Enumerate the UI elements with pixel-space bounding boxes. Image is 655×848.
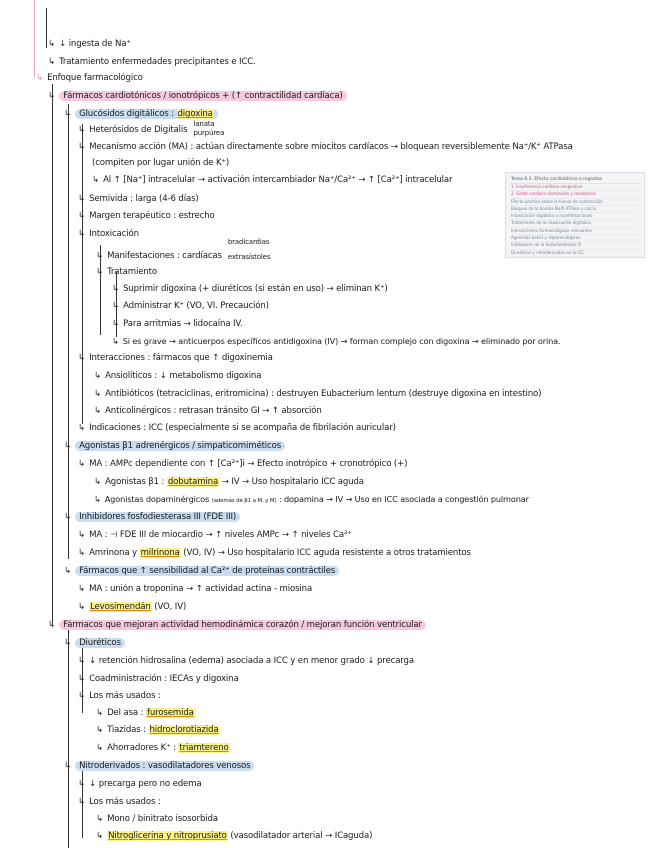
note-line: ↳ Intoxicación [78,229,139,239]
section-heading: ↳ Enfoque farmacológico [36,73,143,83]
list-item: ↳ Agonistas β1 : dobutamina → IV → Uso hospitalario ICC aguda [94,477,364,487]
note-line: ↳ Amrinona y milrinona (VO, IV) → Uso hospitalario ICC aguda resistente a otros tratamientos [78,548,471,558]
note-line: ↳ ↓ ingesta de Na⁺ [48,39,131,49]
tree-spine-root [46,8,47,48]
list-item: ↳ Administrar K⁺ (VO, VI. Precaución) [112,301,269,311]
subtopic-agonistas: ↳ Agonistas β1 adrenérgicos / simpaticomiméticos [64,440,285,452]
list-item: ↳ Los más usados : [78,797,161,807]
list-item: ↳ Los más usados : [78,691,161,701]
list-item: ↳ Coadministración : IECAs y digoxina [78,674,239,684]
note-line: ↳ Indicaciones : ICC (especialmente si se acompaña de fibrilación auricular) [78,423,396,433]
note-line: ↳ Mecanismo acción (MA) : actúan directamente sobre miocitos cardíacos → bloquean reversiblemente Na⁺/K⁺ ATPasa [78,142,573,152]
list-item: ↳ ↓ precarga pero no edema [78,779,202,789]
thumbnail-row: Efecto positivo sobre la fuerza de contracción [511,199,639,206]
thumbnail-row: 2. Gasto cardíaco disminuido y resistencia [511,191,639,198]
topic-heading-cardiotonicos: ↳ Fármacos cardiotónicos / ionotrópicos + (↑ contractilidad cardíaca) [48,90,347,102]
list-item: ↳ Nitroglicerina y nitroprusiato (vasodilatador arterial → ICaguda) [96,831,373,841]
note-line: ↳ MA : AMPc dependiente con ↑ [Ca²⁺]i → Efecto inotrópico + cronotrópico (+) [78,459,408,469]
subtopic-diureticos: ↳ Diuréticos [64,637,125,649]
note-line: ↳ Al ↑ [Na⁺] intracelular → activación intercambiador Na⁺/Ca²⁺ → ↑ [Ca²⁺] intracelular [92,175,453,185]
subtopic-sensibilidad: ↳ Fármacos que ↑ sensibilidad al Ca²⁺ de proteínas contráctiles [64,565,339,577]
margin-line [34,0,35,78]
tree-spine-level2 [68,104,69,559]
list-item: ↳ Del asa : furosemida [96,708,194,718]
note-line: ↳ Margen terapéutico : estrecho [78,211,215,221]
subtopic-inhibidores: ↳ Inhibidores fosfodiesterasa III (FDE III) [64,511,240,523]
brace-options: bradicardias extrasístoles [227,238,271,261]
thumbnail-title: Tema 6.1. Efecto cardiotónico e ingestas [511,177,639,184]
note-line: ↳ Semivida : larga (4-6 días) [78,194,199,204]
note-line: ↳ MA : unión a troponina → ↑ actividad actina - miosina [78,584,313,594]
subtopic-glucosidos: ↳ Glucósidos digitálicos : digoxina [64,108,218,120]
thumbnail-row: Agonistas beta1 y dopaminérgicos [511,235,639,242]
list-item: ↳ Antibióticos (tetraciclinas, eritromicina) : destruyen Eubacterium lentum (destruye digoxina en intestino) [94,389,542,399]
list-item: ↳ Mono / binitrato isosorbida [96,814,218,824]
thumbnail-card [505,172,645,258]
note-line: ↳ Levosimendán (VO, IV) [78,602,187,612]
subtopic-nitroderivados: ↳ Nitroderivados : vasodilatadores venosos [64,760,254,772]
thumbnail-row: Inhibidores de la fosfodiesterasa III [511,242,639,249]
note-line: ↳ Tratamiento [96,267,157,277]
thumbnail-row: Interacciones farmacológicas relevantes [511,228,639,235]
topic-heading-hemodinamica: ↳ Fármacos que mejoran actividad hemodinámica corazón / mejoran función ventricular [48,619,426,631]
thumbnail-row: Diuréticos y nitroderivados en la ICC [511,250,639,257]
tree-spine-hemo [68,628,69,848]
brace-options: lanata purpúrea [193,120,225,137]
list-item: ↳ Agonistas dopaminérgicos (además de β1 a M, y M) : dopamina → IV → Uso en ICC asociada a congestión pulmonar [94,494,529,504]
thumbnail-row: Intoxicación digitálica y manifestaciones [511,213,639,220]
list-item: ↳ Tiazidas : hidroclorotiazida [96,725,219,735]
list-item: ↳ Ansiolíticos : ↓ metabolismo digoxina [94,371,262,381]
note-line: (compiten por lugar unión de K⁺) [92,158,230,168]
note-line: ↳ MA : ⊣ FDE III de miocardio → ↑ niveles AMPc → ↑ niveles Ca²⁺ [78,530,352,540]
list-item: ↳ Ahorradores K⁺ : triamtereno [96,743,229,753]
thumbnail-row: 1. Insuficiencia cardíaca congestiva [511,184,639,191]
list-item: ↳ Suprimir digoxina (+ diuréticos (si están en uso) → eliminan K⁺) [112,284,388,294]
list-item: ↳ Anticolinérgicos : retrasan tránsito GI → ↑ absorción [94,406,322,416]
thumbnail-row: Tratamiento de la intoxicación digitálica [511,220,639,227]
note-line: ↳ Interacciones : fármacos que ↑ digoxinemia [78,353,273,363]
list-item: ↳ Si es grave → anticuerpos específicos antidigoxina (IV) → forman complejo con digoxina → eliminado por orina. [112,336,561,346]
list-item: ↳ ↓ retención hidrosalina (edema) asociada a ICC y en menor grado ↓ precarga [78,656,414,666]
tree-spine-level3 [82,124,83,424]
note-line: ↳ Heterósidos de Digitalis lanata purpúrea [78,124,247,136]
note-line: ↳ Manifestaciones : cardíacas bradicardias extrasístoles [96,250,282,262]
thumbnail-row: Bloqueo de la bomba Na/K ATPasa y calcio [511,206,639,213]
list-item: ↳ Para arritmias → lidocaína IV. [112,319,243,329]
note-line: ↳ Tratamiento enfermedades precipitantes e ICC. [48,57,256,67]
tree-spine-level1 [52,84,53,624]
